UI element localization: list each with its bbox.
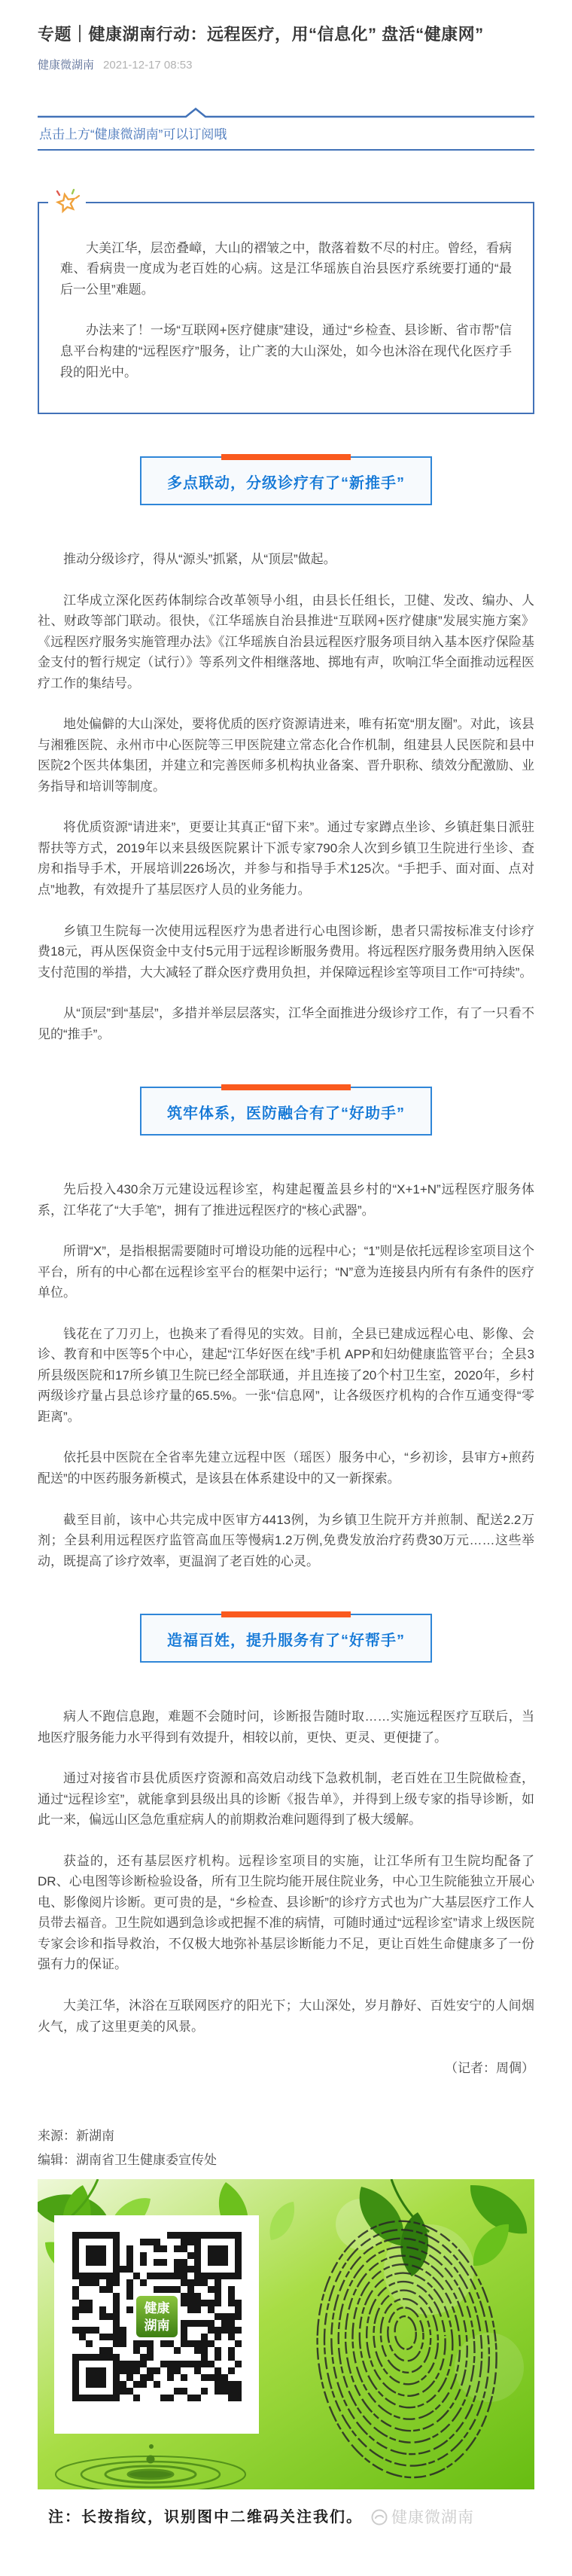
follow-instruction-text: 注：长按指纹，识别图中二维码关注我们。 [48, 2509, 363, 2526]
watermark-text: 健康微湖南 [391, 2508, 474, 2526]
caret-up-icon [38, 107, 534, 118]
article-paragraph: 通过对接省市县优质医疗资源和高效启动线下急救机制，老百姓在卫生院做检查，通过“远程诊室”，就能拿到县级出具的诊断《报告单》，并得到上级专家的指导诊断，如此一来，偏远山区急危重症病人的前期救治难问题得到了极大缓解。 [38, 1771, 534, 1828]
article-paragraph: 病人不跑信息跑，难题不会随时问，诊断报告随时取……实施远程医疗互联后，当地医疗服务能力水平得到有效提升，相较以前，更快、更灵、更便捷了。 [38, 1709, 534, 1745]
promo-illustration [38, 2179, 534, 2489]
qr-card [54, 2215, 259, 2434]
source-line: 来源：新湖南 [38, 2129, 114, 2144]
article-paragraph: 将优质资源“请进来”，更要让其真正“留下来”。通过专家蹲点坐诊、乡镇赶集日派驻帮扶等方式，2019年以来县级医院累计下派专家790余人次到乡镇卫生院进行坐诊、查房和指导手术，开展培训226场次，并参与和指导手术125次。“手把手、面对面、点对点”地教，有效提升了基层医疗人员的业务能力。 [38, 820, 534, 897]
publish-date: 2021-12-17 08:53 [103, 58, 193, 72]
star-sparkle-icon [48, 188, 86, 222]
article-paragraph: 从“顶层”到“基层”，多措并举层层落实，江华全面推进分级诊疗工作，有了一只看不见的“推手”。 [38, 1006, 534, 1041]
article-paragraph: 所谓“X”，是指根据需要随时可增设功能的远程中心；“1”则是依托远程诊室项目这个平台，所有的中心都在远程诊室平台的框架中运行；“N”意为连接县内所有有条件的医疗单位。 [38, 1244, 534, 1300]
subscribe-banner [38, 107, 534, 151]
intro-paragraph: 大美江华，层峦叠嶂，大山的褶皱之中，散落着数不尽的村庄。曾经，看病难、看病贵一度成为老百姓的心病。这是江华瑶族自治县医疗系统要打通的“最后一公里”难题。 [60, 240, 512, 297]
account-name-link[interactable]: 健康微湖南 [38, 58, 95, 72]
article-paragraph: 地处偏僻的大山深处，要将优质的医疗资源请进来，唯有拓宽“朋友圈”。对此，该县与湘雅医院、永州市中心医院等三甲医院建立常态化合作机制，组建县人民医院和县中医院2个医共体集团，并建立和完善医师多机构执业备案、晋升职称、绩效分配激励、业务指导和培训等制度。 [38, 717, 534, 794]
article-paragraph: 钱花在了刀刃上，也换来了看得见的实效。目前，全县已建成远程心电、影像、会诊、教育和中医等5个中心，建起“江华好医在线”手机 APP和妇幼健康监管平台；全县3所县级医院和17所乡镇卫生院已经全部联通，并且连接了20个村卫生室，2020年，乡村两级诊疗量占县总诊疗量的65.5%。一张“信息网”，让各级医疗机构的合作互通变得“零距离”。 [38, 1326, 534, 1424]
reporter-byline: （记者：周倜） [445, 2061, 534, 2076]
article-paragraph: 先后投入430余万元建设远程诊室，构建起覆盖县乡村的“X+1+N”远程医疗服务体系，江华花了“大手笔”，拥有了推进远程医疗的“核心武器”。 [38, 1182, 534, 1218]
svg-text:健康: 健康 [144, 2300, 170, 2315]
article-paragraph: 依托县中医院在全省率先建立远程中医（瑶医）服务中心，“乡初诊，县审方+煎药配送”的中医药服务新模式，是该县在体系建设中的又一新探索。 [38, 1450, 534, 1486]
article-paragraph: 截至目前，该中心共完成中医审方4413例，为乡镇卫生院开方并煎制、配送2.2万剂；全县利用远程医疗监管高血压等慢病1.2万例,免费发放治疗药费30万元……这些举动，既提高了诊疗效率，更温润了老百姓的心灵。 [38, 1512, 534, 1568]
section-heading-3: 造福百姓，提升服务有了“好帮手” [140, 1614, 432, 1663]
byline [38, 56, 534, 72]
watermark-logo-icon [370, 2508, 388, 2526]
section-heading-2: 筑牢体系，医防融合有了“好助手” [140, 1087, 432, 1136]
page-title: 专题｜健康湖南行动：远程医疗，用“信息化” 盘活“健康网” [38, 25, 484, 44]
subscribe-hint-text: 点击上方“健康微湖南”可以订阅哦 [38, 118, 534, 151]
article-paragraph: 江华成立深化医药体制综合改革领导小组，由县长任组长，卫健、发改、编办、人社、财政等部门联动。很快，《江华瑶族自治县推进“互联网+医疗健康”发展实施方案》《远程医疗服务实施管理办法》《江华瑶族自治县远程医疗服务项目纳入基本医疗保险基金支付的暂行规定（试行）》等系列文件相继落地、掷地有声，吹响江华全面推动远程医疗工作的集结号。 [38, 593, 534, 690]
article-paragraph: 推动分级诊疗，得从“源头”抓紧，从“顶层”做起。 [63, 552, 336, 567]
promo-note [48, 2507, 534, 2528]
editor-line: 编辑：湖南省卫生健康委宣传处 [38, 2153, 217, 2168]
watermark [370, 2507, 474, 2528]
article-paragraph: 乡镇卫生院每一次使用远程医疗为患者进行心电图诊断，患者只需按标准支付诊疗费18元，再从医保资金中支付5元用于远程诊断服务费用。将远程医疗服务费用纳入医保支付范围的举措，大大减轻了群众医疗费用负担，并保障远程诊室等项目工作“可持续”。 [38, 923, 534, 980]
article-paragraph: 大美江华，沐浴在互联网医疗的阳光下；大山深处，岁月静好、百姓安宁的人间烟火气，成了这里更美的风景。 [38, 1998, 534, 2034]
article-paragraph: 获益的，还有基层医疗机构。远程诊室项目的实施，让江华所有卫生院均配备了DR、心电图等诊断检验设备，所有卫生院均能开展住院业务，中心卫生院能独立开展心电、影像阅片诊断。更可贵的是，“乡检查、县诊断”的诊疗方式也为广大基层医疗工作人员带去福音。卫生院如遇到急诊或把握不准的病情，可随时通过“远程诊室”请求上级医院专家会诊和指导救治，不仅极大地弥补基层诊断能力不足，更让百姓生命健康多了一份强有力的保证。 [38, 1853, 534, 1972]
qr-center-logo [133, 2293, 181, 2340]
intro-paragraph: 办法来了！一场“互联网+医疗健康”建设，通过“乡检查、县诊断、省市帮”信息平台构建的“远程医疗”服务，让广袤的大山深处，如今也沐浴在现代化医疗手段的阳光中。 [60, 323, 512, 380]
section-heading-1: 多点联动，分级诊疗有了“新推手” [140, 456, 432, 505]
promo-image[interactable] [38, 2179, 534, 2489]
intro-quote-box [38, 202, 534, 414]
svg-text:湖南: 湖南 [144, 2318, 170, 2333]
credits-block [38, 2124, 534, 2173]
